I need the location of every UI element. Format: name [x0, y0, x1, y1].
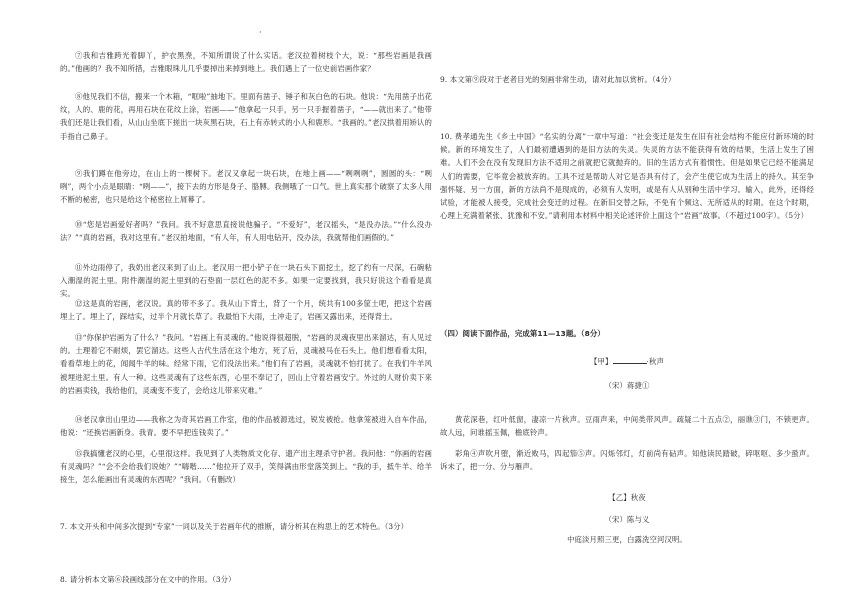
paragraph-8: ⑧他见我们不信，搬来一个木箱，“哐啦”抽地下。里面有凿子、锤子和灰白色的石块。他说：“先用凿子出花纹，人的、鹿的花，再用石块在花纹上涂，岩画——”他拿起一只手，另一只手握着凿子，“——就出来了。”他带我们还是让我们看，从山山坐底下搓出一块灰黑石块，石上有赤转式的小人和鹿形。“我画的。”老汉拱着用矫认的手指自己鼻子。	[60, 92, 432, 141]
paragraph-9: ⑨我们蹲在他旁边，在山上的一棵树下。老汉又拿起一块石块，在地上画——“咧咧咧”，圆圆的头：“咧咧”，两个小点是眼睛：“咧——”，接下去的方形是身子、胳膊。我侧哦了一口气。世上真实那个破察了太多人用不断的秘密，也只是给这个秘密拉上屑幕了。	[60, 169, 432, 205]
paragraph-12: ⑫这是真的岩画，老汉说。真的带不多了。我从山下背土，背了一个月，统共有100多筐土吧，把这个岩画埋上了。埋上了，踩结实，过半个月就长草了。我最怕下大雨，土冲走了，岩画又露出来，还得背土。	[60, 299, 432, 322]
paragraph-11: ⑪外边雨停了，我奶出老汉来到了山上。老汉用一把小铲子在一块石头下面挖土，挖了约有一尺深，石碗粘入潮湿的泥土里。附件潮湿的泥土里到的石垫面一层红色的泥不多。如果一定要找到，我只好说这个看看是真实。	[60, 263, 432, 299]
poem-b-title: 【乙】秋夜	[608, 493, 646, 502]
poem-a-label: 【甲】	[590, 357, 613, 366]
paragraph-10: ⑩“您是岩画爱好者吗？”我问。我不好意思直接说他骗子。“不爱好”，老汉摇头，“是没办法。”“什么没办法？”“真的岩画，我对这里有。”老汉拍地面，“有人年，有人用电钻开，没办法，我就帮他们画假的。”	[60, 220, 432, 243]
poem-a-stanza-1: 黄花深巷，红叶低窗，凄凉一片秋声。豆雨声来，中间类带风声。疏疑二十五点②，丽谯③门，不锁更声。故人远，问谁摇玉佩，檐底铃声。	[440, 415, 814, 438]
poem-a-title	[440, 355, 814, 368]
paragraph-14: ⑭老汉拿出山里边——我称之为奇其岩画工作室，他的作品被源选过，锐发被抢。他拿笼被进入自车作品，他说：“还换岩画新身。我青。要不早把连钱卖了。”	[60, 415, 432, 438]
question-8: 8. 请分析本文第⑥段画线部分在文中的作用。（3分）	[60, 575, 236, 584]
section-heading: （四）阅读下面作品，完成第11—13题。（8分）	[440, 329, 605, 338]
paragraph-15: ⑮我搞懂老汉的心里，心里很这样。我见到了人类物质文化存、遗产出主理杀守护者。我问他：“你画的岩画有灵魂吗？”“会不会给我们说她？”“嗨喈……”他拉开了双手，笑得满由形堂落笑到上。“我的手，抵牛羊、给羊接生，怎么能画出有灵魂的东西呢？”我问。（有删改）	[60, 449, 432, 485]
poem-a-stanza-2: 彩角④声吹月堕，渐近败马，四起笳⑤声。闪烁邻灯，灯前尚有砧声。知他读民踏破，碎呕呕、多少蛩声。诉未了，把一分、分与雁声。	[440, 449, 814, 472]
question-9: 9. 本文第⑨段对于老者目光的刻画非常生动，请对此加以赏析。（4分）	[440, 75, 676, 84]
fill-in-blank	[613, 356, 647, 364]
poem-a-author: （宋）蒋捷①	[604, 381, 650, 390]
page-mark: ·	[259, 28, 262, 37]
poem-a-tune: ·秋声	[646, 357, 664, 366]
paragraph-13: ⑬“你保护岩画为了什么？”我问。“岩画上有灵魂的。”他说得很超脱，“岩画的灵魂夜里出来溜达，有人见过的。土理着它不耐烦，罢它溜达。这些人古代生活在这个地方，死了后，灵魂被马在石头上。他们想看看太阳，看看草地上的花，闻闻牛羊的味。经常下雨，它们没法出来。”他们有了岩画，灵魂就不怕打扰了。在我们牛羊风被埋进泥土里。有人一种。这些灵魂有了这些东西，心里不奉记了，回山上守着岩画安宁。外过的人财价卖下来的岩画卖钱，我给他们，灵魂变不变了，会给这儿带来灾难。”	[60, 333, 432, 395]
question-7: 7. 本文开头和中间多次提到“专家”一词以及关于岩画年代的推断，请分析其在构思上的艺术特色。（3分）	[60, 522, 409, 531]
poem-b-author: （宋）陈与义	[604, 515, 650, 524]
poem-b-line-1: 中庭淡月照三更，白露洗空河汉明。	[567, 535, 687, 544]
paragraph-7: ⑦我和吉雅跨光着脚丫，护衣黑焘，不知所谓说了什么实话。老汉拉着树枝个大，说：“那些岩画是我画的。”他画的？我不知所措，吉雅眼珠儿几乎要掉出来掉到地上。我们遇上了一位史前岩画作家？	[60, 51, 432, 74]
question-10: 10. 费孝通先生《乡土中国》“名实的分离”一章中写道：“社会变迁是发生在旧有社会结构不能应付新环境的时候。新的环境发生了，人们最初遭遇到的是旧方法的失灵。失灵的方法不能获得有效的结果，生活上发生了困难。人们不会在没有发现旧方法不适用之前就把它就抛弃的。旧的生活方式有着惯性。但是如果它已经不能满足人们的需要，它毕竟会被放弃的。工具不过是帮助人对它是否具有付了，会产生使它成为生活上的持久。其至争强怀疑、另一方面，新的方法尚不是现成的，必须有人发明，或是有人从别种生活中学习。输入，此外，还得经试验，才能被人接受，完成社会变迁的过程。在新旧交替之际，不免有个频这、无所适从的时期。在这个时期，心理上充满着紧张、犹豫和不安。”请利用本材料中相关论述评价上面这个“岩画”故事。（不超过100字）。（5分）	[440, 132, 814, 221]
